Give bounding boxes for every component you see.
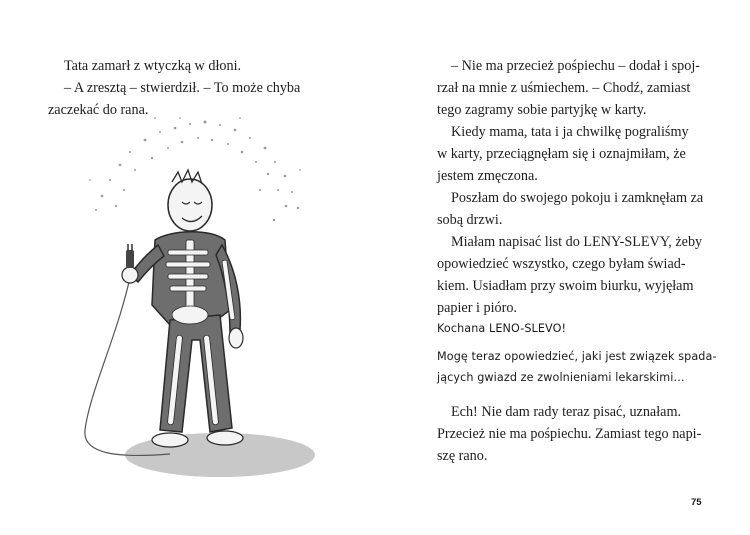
left-foot	[152, 433, 188, 447]
head	[168, 179, 212, 231]
text-line: – A zresztą – stwierdził. – To może chyba	[64, 80, 301, 96]
text-line: papier i pióro.	[437, 300, 517, 316]
text-line: Przecież nie ma pośpiechu. Zamiast tego napi-	[437, 426, 702, 442]
right-page	[375, 0, 750, 535]
text-line: sobą drzwi.	[437, 212, 503, 228]
text-line: w karty, przeciągnęłam się i oznajmiłam, że	[437, 146, 686, 162]
text-line: tego zagramy sobie partyjkę w karty.	[437, 102, 647, 118]
text-line: kiem. Usiadłam przy swoim biurku, wyjęłam	[437, 278, 694, 294]
letter-line: jących gwiazd ze zwolnieniami lekarskimi…	[437, 371, 685, 384]
hand	[122, 267, 138, 283]
skeleton-pajamas-illustration	[60, 110, 320, 490]
text-line: opowiedzieć wszystko, czego byłam świad-	[437, 256, 686, 272]
text-line: rzał na mnie z uśmiechem. – Chodź, zamiast	[437, 80, 691, 96]
letter-greeting: Kochana LENO-SLEVO!	[437, 322, 567, 335]
letter-line: Mogę teraz opowiedzieć, jaki jest związek spada-	[437, 350, 717, 363]
text-line: – Nie ma przecież pośpiechu – dodał i spoj-	[451, 58, 700, 74]
text-line: Kiedy mama, tata i ja chwilkę pograliśmy	[451, 124, 689, 140]
text-line: Tata zamarł z wtyczką w dłoni.	[64, 58, 242, 74]
text-line: zaczekać do rana.	[48, 102, 149, 118]
text-line: Ech! Nie dam rady teraz pisać, uznałam.	[451, 404, 682, 420]
right-foot	[207, 431, 243, 445]
text-line: szę rano.	[437, 448, 488, 464]
text-line: Poszłam do swojego pokoju i zamknęłam za	[451, 190, 704, 206]
page-number: 75	[691, 497, 702, 508]
plug-icon	[126, 250, 134, 268]
text-line: jestem zmęczona.	[437, 168, 538, 184]
text-line: Miałam napisać list do LENY-SLEVY, żeby	[451, 234, 703, 250]
